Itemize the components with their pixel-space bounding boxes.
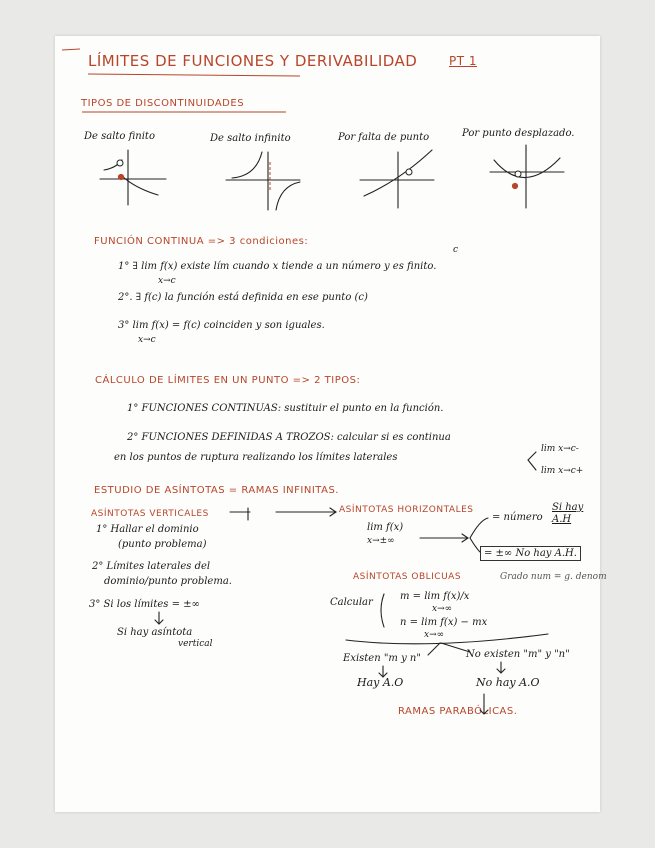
oblique-m-expr: m = lim f(x)/x — [400, 591, 470, 602]
graph-displaced-point-icon — [490, 145, 564, 208]
lateral-limit-plus: lim x→c+ — [541, 466, 584, 476]
parabolic-branches: RAMAS PARABÓLICAS. — [398, 706, 518, 717]
disc-type-3: Por falta de punto — [338, 132, 430, 143]
lateral-limit-minus: lim x→c- — [541, 444, 579, 454]
condition-1-sub: x→c — [158, 276, 176, 286]
disc-type-1: De salto finito — [84, 131, 155, 142]
calc-type-1: 1° FUNCIONES CONTINUAS: sustituir el punto en la función. — [127, 403, 444, 414]
part-label: PT 1 — [449, 54, 478, 68]
oblique-exist-result: Hay A.O — [357, 676, 404, 689]
horizontal-case-1-result: Si hay A.H — [552, 502, 584, 525]
condition-3-sub: x→c — [138, 335, 156, 345]
calc-type-2: 2° FUNCIONES DEFINIDAS A TROZOS: calcular si es continua — [127, 432, 451, 443]
horizontal-heading: ASÍNTOTAS HORIZONTALES — [339, 505, 474, 515]
horizontal-expr-sub: x→±∞ — [367, 536, 395, 546]
vertical-result-2: vertical — [178, 639, 213, 649]
page-title: LÍMITES DE FUNCIONES Y DERIVABILIDAD — [88, 52, 418, 70]
discontinuities-heading: TIPOS DE DISCONTINUIDADES — [81, 98, 245, 109]
graph-jump-finite-icon — [100, 150, 166, 205]
condition-2: 2°. ∃ f(c) la función está definida en ese punto (c) — [118, 292, 368, 303]
vertical-step-1: 1° Hallar el dominio — [96, 524, 199, 535]
horizontal-expr: lim f(x) — [367, 522, 404, 533]
oblique-exist: Existen "m y n" — [343, 653, 421, 664]
horizontal-case-1: = número — [492, 512, 543, 523]
oblique-calc-label: Calcular — [330, 597, 373, 608]
calc-heading: CÁLCULO DE LÍMITES EN UN PUNTO => 2 TIPOS: — [95, 375, 361, 386]
oblique-m-sub: x→∞ — [432, 604, 453, 614]
oblique-not-exist: No existen "m" y "n" — [466, 649, 570, 660]
horizontal-case-2: = ±∞ No hay A.H. — [480, 546, 581, 561]
graph-missing-point-icon — [360, 150, 434, 208]
disc-type-2: De salto infinito — [210, 133, 291, 144]
vertical-step-2b: dominio/punto problema. — [104, 576, 232, 587]
oblique-n-sub: x→∞ — [424, 630, 445, 640]
vertical-step-3: 3° Si los límites = ±∞ — [89, 599, 200, 610]
condition-3: 3° lim f(x) = f(c) coinciden y son iguales. — [118, 320, 325, 331]
graph-jump-infinite-icon — [226, 152, 300, 210]
condition-1: 1° ∃ lim f(x) existe lím cuando x tiende a un número y es finito. — [118, 261, 437, 272]
continuous-heading: FUNCIÓN CONTINUA => 3 condiciones: — [94, 236, 309, 247]
asymptotes-heading: ESTUDIO DE ASÍNTOTAS = RAMAS INFINITAS. — [94, 485, 339, 496]
vertical-result: Si hay asíntota — [117, 627, 193, 638]
vertical-step-1b: (punto problema) — [118, 539, 207, 550]
oblique-note: Grado num = g. denom — [500, 572, 607, 582]
oblique-heading: ASÍNTOTAS OBLICUAS — [353, 572, 462, 582]
disc-type-4: Por punto desplazado. — [462, 128, 575, 139]
oblique-n-expr: n = lim f(x) − mx — [400, 617, 488, 628]
calc-type-2-cont: en los puntos de ruptura realizando los límites laterales — [114, 452, 398, 463]
vertical-heading: ASÍNTOTAS VERTICALES — [91, 509, 209, 519]
condition-1-note: c — [453, 245, 459, 255]
oblique-not-exist-result: No hay A.O — [476, 676, 540, 689]
vertical-step-2: 2° Límites laterales del — [92, 561, 211, 572]
